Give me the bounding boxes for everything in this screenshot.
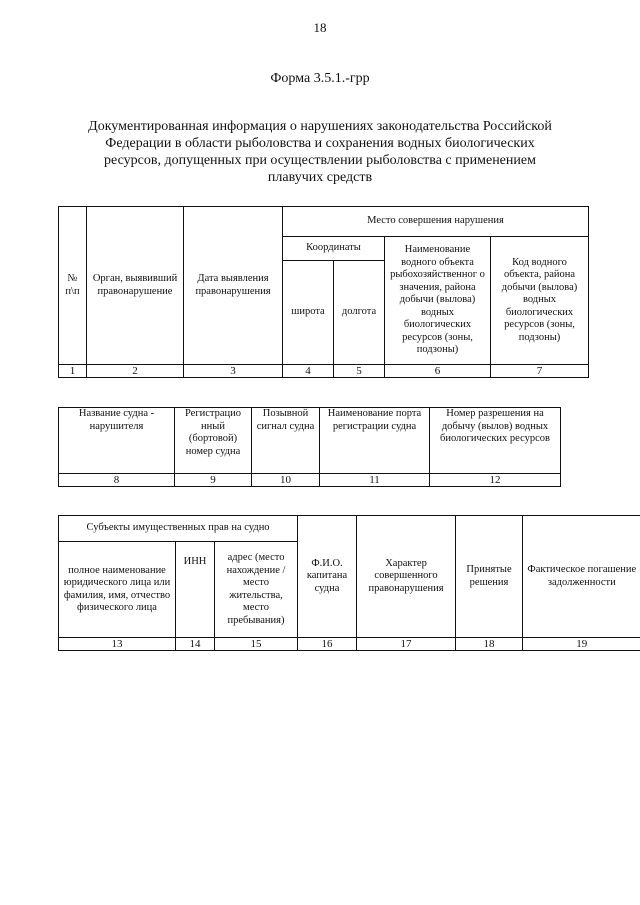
owners-table bbox=[58, 515, 640, 651]
column-number: 2 bbox=[87, 365, 184, 378]
header-vessel-name: Название судна - нарушителя bbox=[59, 408, 175, 474]
column-number: 10 bbox=[252, 474, 320, 487]
header-captain-name: Ф.И.О. капитана судна bbox=[298, 516, 357, 638]
document-title: Документированная информация о нарушениях законодательства Российской Федерации в области рыболовства и сохранения водных биологических ресурсов, допущенных при осуществлении рыболовства с применением плавучих средств bbox=[88, 119, 552, 185]
header-address: адрес (место нахождение / место жительства, место пребывания) bbox=[215, 542, 298, 638]
header-registration-port: Наименование порта регистрации судна bbox=[320, 408, 430, 474]
column-number: 5 bbox=[334, 365, 385, 378]
column-number: 8 bbox=[59, 474, 175, 487]
vessel-table bbox=[58, 407, 561, 487]
column-number: 19 bbox=[523, 638, 640, 651]
form-title: Форма 3.5.1.-грр bbox=[270, 71, 370, 86]
column-number: 15 bbox=[215, 638, 298, 651]
column-number: 1 bbox=[59, 365, 87, 378]
column-number: 12 bbox=[430, 474, 561, 487]
header-detection-date: Дата выявления правонарушения bbox=[184, 207, 283, 365]
header-debt-repayment: Фактическое погашение задолженности bbox=[523, 516, 640, 638]
header-permit-number: Номер разрешения на добычу (вылов) водных биологических ресурсов bbox=[430, 408, 561, 474]
header-water-object-code: Код водного объекта, района добычи (вылова) водных биологических ресурсов (зоны, подзоны) bbox=[491, 237, 589, 365]
header-violation-place: Место совершения нарушения bbox=[283, 207, 589, 237]
column-number: 14 bbox=[176, 638, 215, 651]
header-violation-character: Характер совершенного правонарушения bbox=[357, 516, 456, 638]
column-number: 4 bbox=[283, 365, 334, 378]
header-water-object-name: Наименование водного объекта рыбохозяйственног о значения, района добычи (вылова) водных биологических ресурсов (зоны, подзоны) bbox=[385, 237, 491, 365]
column-number: 3 bbox=[184, 365, 283, 378]
column-number: 16 bbox=[298, 638, 357, 651]
header-coordinates: Координаты bbox=[283, 237, 385, 261]
violations-place-table bbox=[58, 206, 589, 378]
column-number: 18 bbox=[456, 638, 523, 651]
header-registration-number: Регистрацио нный (бортовой) номер судна bbox=[175, 408, 252, 474]
header-decisions: Принятые решения bbox=[456, 516, 523, 638]
column-number: 11 bbox=[320, 474, 430, 487]
page-number: 18 bbox=[313, 20, 327, 35]
header-number: № п\п bbox=[59, 207, 87, 365]
header-inn: ИНН bbox=[176, 542, 215, 638]
header-property-subjects: Субъекты имущественных прав на судно bbox=[59, 516, 298, 542]
column-number: 13 bbox=[59, 638, 176, 651]
column-number: 9 bbox=[175, 474, 252, 487]
header-organ: Орган, выявивший правонарушение bbox=[87, 207, 184, 365]
column-number: 17 bbox=[357, 638, 456, 651]
header-latitude: широта bbox=[283, 261, 334, 365]
column-number: 6 bbox=[385, 365, 491, 378]
header-longitude: долгота bbox=[334, 261, 385, 365]
header-full-name: полное наименование юридического лица или фамилия, имя, отчество физического лица bbox=[59, 542, 176, 638]
header-call-sign: Позывной сигнал судна bbox=[252, 408, 320, 474]
column-number: 7 bbox=[491, 365, 589, 378]
